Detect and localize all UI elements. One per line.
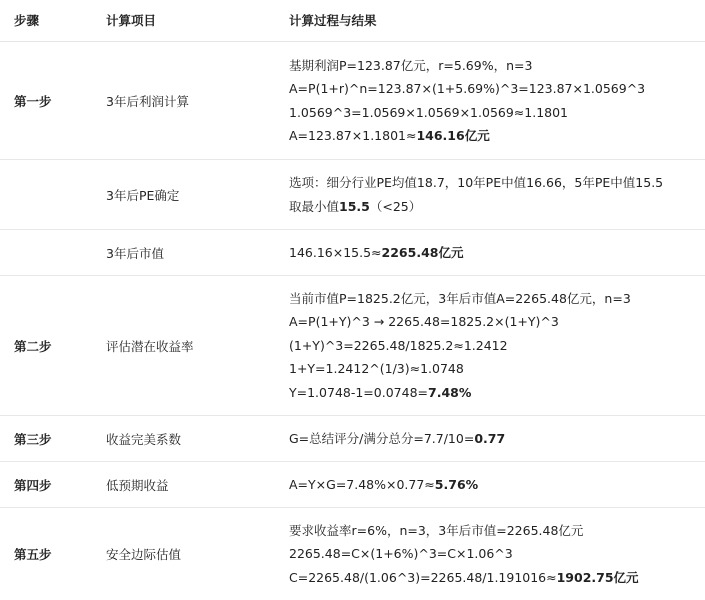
result-value: 1902.75亿元 bbox=[556, 569, 639, 585]
process-line: (1+Y)^3=2265.48/1825.2≈1.2412 bbox=[289, 337, 508, 353]
process-cell bbox=[275, 42, 705, 159]
process-cell bbox=[275, 160, 705, 229]
item-cell: 低预期收益 bbox=[106, 477, 169, 493]
process-line: A=123.87×1.1801≈146.16亿元 bbox=[289, 128, 490, 143]
header-item: 计算项目 bbox=[106, 13, 157, 28]
result-value: 5.76% bbox=[434, 476, 479, 492]
process-line: A=P(1+r)^n=123.87×(1+5.69%)^3=123.87×1.0569^3 bbox=[289, 81, 646, 96]
process-cell bbox=[275, 276, 705, 415]
table-header bbox=[0, 0, 705, 42]
table-row bbox=[0, 42, 705, 160]
item-cell: 3年后利润计算 bbox=[106, 93, 189, 109]
step-cell: 第五步 bbox=[14, 547, 52, 562]
process-cell bbox=[275, 416, 705, 461]
process-line: 要求收益率r=6%，n=3，3年后市值=2265.48亿元 bbox=[289, 522, 584, 538]
item-cell: 评估潜在收益率 bbox=[106, 338, 194, 354]
process-line: C=2265.48/(1.06^3)=2265.48/1.191016≈1902.75亿元 bbox=[289, 569, 639, 585]
process-line: 取最小值15.5（<25） bbox=[289, 198, 422, 214]
table-row bbox=[0, 508, 705, 600]
result-value: 7.48% bbox=[428, 384, 472, 400]
table-row bbox=[0, 462, 705, 508]
table-row bbox=[0, 276, 705, 416]
process-line: 选项：细分行业PE均值18.7，10年PE中值16.66，5年PE中值15.5 bbox=[289, 175, 664, 190]
item-cell: 3年后PE确定 bbox=[106, 187, 180, 203]
result-value: 146.16亿元 bbox=[416, 128, 490, 143]
process-line: 146.16×15.5≈2265.48亿元 bbox=[289, 244, 464, 260]
table-row bbox=[0, 416, 705, 462]
header-step: 步骤 bbox=[14, 13, 40, 28]
result-value: 15.5 bbox=[339, 198, 370, 214]
process-line: 基期利润P=123.87亿元，r=5.69%，n=3 bbox=[289, 57, 533, 73]
result-value: 2265.48亿元 bbox=[381, 244, 464, 260]
step-cell: 第三步 bbox=[14, 431, 52, 447]
process-line: 当前市值P=1825.2亿元，3年后市值A=2265.48亿元，n=3 bbox=[289, 290, 631, 306]
table-row bbox=[0, 230, 705, 276]
process-line: 2265.48=C×(1+6%)^3=C×1.06^3 bbox=[289, 546, 513, 562]
process-line: G=总结评分/满分总分=7.7/10=0.77 bbox=[289, 430, 506, 446]
item-cell: 收益完美系数 bbox=[106, 431, 182, 447]
process-line: A=P(1+Y)^3 → 2265.48=1825.2×(1+Y)^3 bbox=[289, 314, 559, 330]
item-cell: 3年后市值 bbox=[106, 245, 164, 261]
step-cell: 第四步 bbox=[14, 477, 52, 493]
step-cell: 第二步 bbox=[14, 338, 52, 354]
process-line: Y=1.0748-1=0.0748=7.48% bbox=[289, 384, 472, 400]
process-line: 1+Y=1.2412^(1/3)≈1.0748 bbox=[289, 361, 464, 377]
step-cell bbox=[0, 160, 92, 229]
step-cell bbox=[0, 230, 92, 275]
item-cell: 安全边际估值 bbox=[106, 547, 182, 562]
table-row bbox=[0, 160, 705, 230]
result-value: 0.77 bbox=[474, 430, 506, 446]
process-line: 1.0569^3=1.0569×1.0569×1.0569≈1.1801 bbox=[289, 104, 569, 120]
step-cell: 第一步 bbox=[14, 93, 52, 109]
process-cell bbox=[275, 230, 705, 275]
process-cell bbox=[275, 508, 705, 600]
header-process: 计算过程与结果 bbox=[289, 13, 377, 28]
process-line: A=Y×G=7.48%×0.77≈5.76% bbox=[289, 476, 479, 492]
process-cell bbox=[275, 462, 705, 507]
